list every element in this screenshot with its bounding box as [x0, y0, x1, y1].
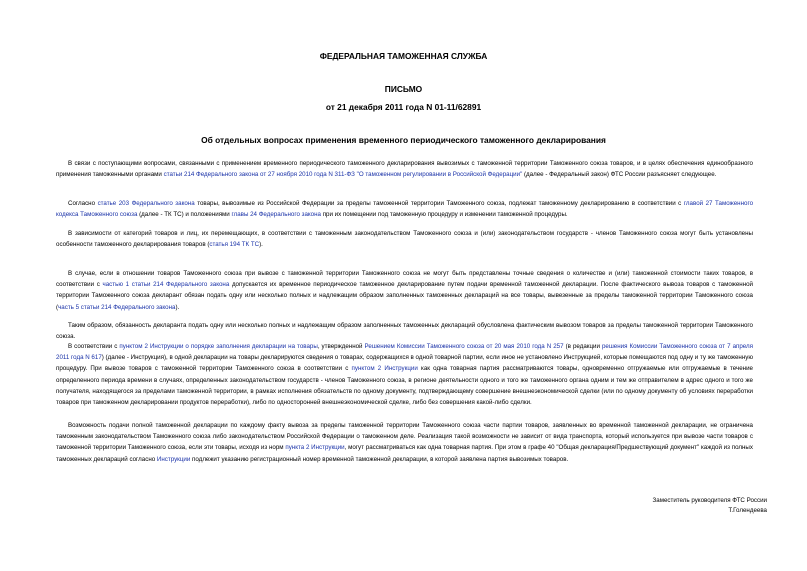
paragraph-text: , могут рассматриваться как одна товарная партия. При этом в графе 40 "Общая декларация/Предшествующий документ" каждой из полных таможенных деклараций согласно — [56, 444, 753, 463]
document-link[interactable]: частью 1 статьи 214 Федерального закона — [102, 281, 230, 289]
document-link[interactable]: статьи 214 Федерального закона от 27 ноября 2010 года N 311-ФЗ "О таможенном регулировании в Российской Федерации" — [163, 171, 523, 179]
signatory-name: Т.Голендеева — [728, 507, 767, 514]
paragraph-text: В связи с поступающими вопросами, связанными с применением временного периодического таможенного декларирования вывозимых с таможенной территории Таможенного союза товаров, и в целях обеспечения единообразного применения таможенными органами — [56, 160, 753, 179]
paragraph-text: при их помещении под таможенную процедуру и изменении таможенной процедуры. — [320, 211, 568, 219]
document-title: Об отдельных вопросах применения временного периодического таможенного декларирования — [201, 135, 606, 145]
paragraph-text: (в редакции — [563, 343, 602, 350]
paragraph-text: товары, вывозимые из Российской Федерации за пределы таможенной территории Таможенного союза, подлежат таможенному декларированию в соответствии с — [194, 200, 684, 207]
paragraph-5 — [56, 320, 753, 342]
document-link[interactable]: главой 27 Таможенного кодекса Таможенного союза — [56, 200, 754, 219]
document-link[interactable]: Решением Комиссии Таможенного союза от 20 мая 2010 года N 257 — [364, 343, 564, 350]
paragraph-text: Таким образом, обязанность декларанта подать одну или несколько полных и надлежащим образом заполненных таможенных деклараций обусловлена фактическим вывозом товаров за пределы таможенной территории Таможенного союза. — [56, 322, 753, 341]
paragraph-6 — [56, 341, 753, 408]
organization-heading: ФЕДЕРАЛЬНАЯ ТАМОЖЕННАЯ СЛУЖБА — [319, 51, 488, 61]
paragraph-text: В зависимости от категорий товаров и лиц, их перемещающих, в соответствии с таможенным законодательством Таможенного союза и (или) законодательством государств - членов Таможенного союза могут быть установлены особенности таможенного декларирования товаров ( — [56, 230, 753, 249]
paragraph-1 — [56, 158, 753, 180]
paragraph-4 — [56, 268, 753, 313]
document-link[interactable]: пунктом 2 Инструкции о порядке заполнения декларации на товары — [119, 343, 318, 350]
paragraph-text: ). — [175, 303, 180, 311]
document-link[interactable]: часть 5 статьи 214 Федерального закона — [58, 303, 176, 311]
document-link[interactable]: статья 194 ТК ТС — [209, 241, 260, 249]
paragraph-text: , утвержденной — [317, 343, 365, 350]
paragraph-text: В соответствии с — [68, 343, 120, 350]
paragraph-3 — [56, 228, 753, 250]
paragraph-7 — [56, 420, 753, 465]
paragraph-text: (далее - Федеральный закон) ФТС России разъясняет следующее. — [522, 171, 717, 179]
document-link[interactable]: статье 203 Федерального закона — [97, 200, 195, 207]
document-link[interactable]: пунктом 2 Инструкции — [351, 365, 418, 373]
paragraph-text: (далее - ТК ТС) и положениями — [137, 211, 232, 219]
paragraph-text: подлежит указанию регистрационный номер временной таможенной декларации, в которой заявлена партия вывозимых товаров. — [190, 455, 569, 463]
document-link[interactable]: пункта 2 Инструкции — [285, 444, 345, 452]
document-type-heading: ПИСЬМО — [384, 84, 423, 94]
paragraph-text: ) (далее - Инструкция), в одной декларации на товары декларируются сведения о товарах, содержащихся в одной товарной партии, если иное не установлено Инструкцией, которые помещаются под одну и ту же таможенную процедуру. При вывозе товаров с таможенной территории Таможенного союза в соответствии с — [56, 354, 753, 373]
paragraph-text: Возможность подачи полной таможенной декларации по каждому факту вывоза за пределы таможенной территории Таможенного союза части партии товаров, заявленных во временной таможенной декларации, не ограничена таможенным законодательством Таможенного союза либо законодательством Российской Федерации о таможенном деле. Реализация такой возможности не зависит от вида транспорта, который используется при вывозе части товаров с таможенной территории Таможенного союза, если эти товары, исходя из норм — [56, 422, 753, 452]
document-link[interactable]: Инструкции — [156, 455, 191, 463]
document-link[interactable]: решения Комиссии Таможенного союза от 7 апреля 2011 года N 617 — [56, 343, 754, 362]
signature-block — [653, 496, 767, 516]
paragraph-text: В случае, если в отношении товаров Таможенного союза при вывозе с таможенной территории Таможенного союза не могут быть представлены точные сведения о количестве и (или) таможенной стоимости таких товаров, в соответствии с — [56, 270, 753, 289]
date-number-heading: от 21 декабря 2011 года N 01-11/62891 — [325, 102, 482, 112]
paragraph-text: Согласно — [68, 200, 98, 207]
paragraph-2 — [56, 198, 753, 220]
paragraph-text: ). — [259, 241, 263, 249]
paragraph-text: как одна товарная партия рассматриваются товары, одновременно отгружаемые или отгружаемые в течение определенного периода времени в случаях, определенных законодательством государств - членов Таможенного союза, в регионе деятельности одного и того же таможенного органа одним и тем же отправителем в адрес одного и того же получателя, находящегося за пределами таможенной территории, в рамках исполнения обязательств по одному документу, подтверждающему совершение внешнеэкономической сделки (или по одному документу об условиях переработки товаров при таможенном декларировании продуктов переработки), либо по односторонней внешнеэкономической сделке, либо без совершения какой-либо сделки. — [56, 365, 753, 407]
paragraph-text: допускается их временное периодическое таможенное декларирование путем подачи временной таможенной декларации. После фактического вывоза товаров с таможенной территории Таможенного союза декларант обязан подать одну или несколько полных и надлежащим образом заполненных таможенных деклараций на все товары, вывезенные за пределы таможенной территории Таможенного союза ( — [56, 281, 754, 311]
document-link[interactable]: главы 24 Федерального закона — [231, 211, 321, 219]
signatory-position: Заместитель руководителя ФТС России — [652, 497, 767, 504]
